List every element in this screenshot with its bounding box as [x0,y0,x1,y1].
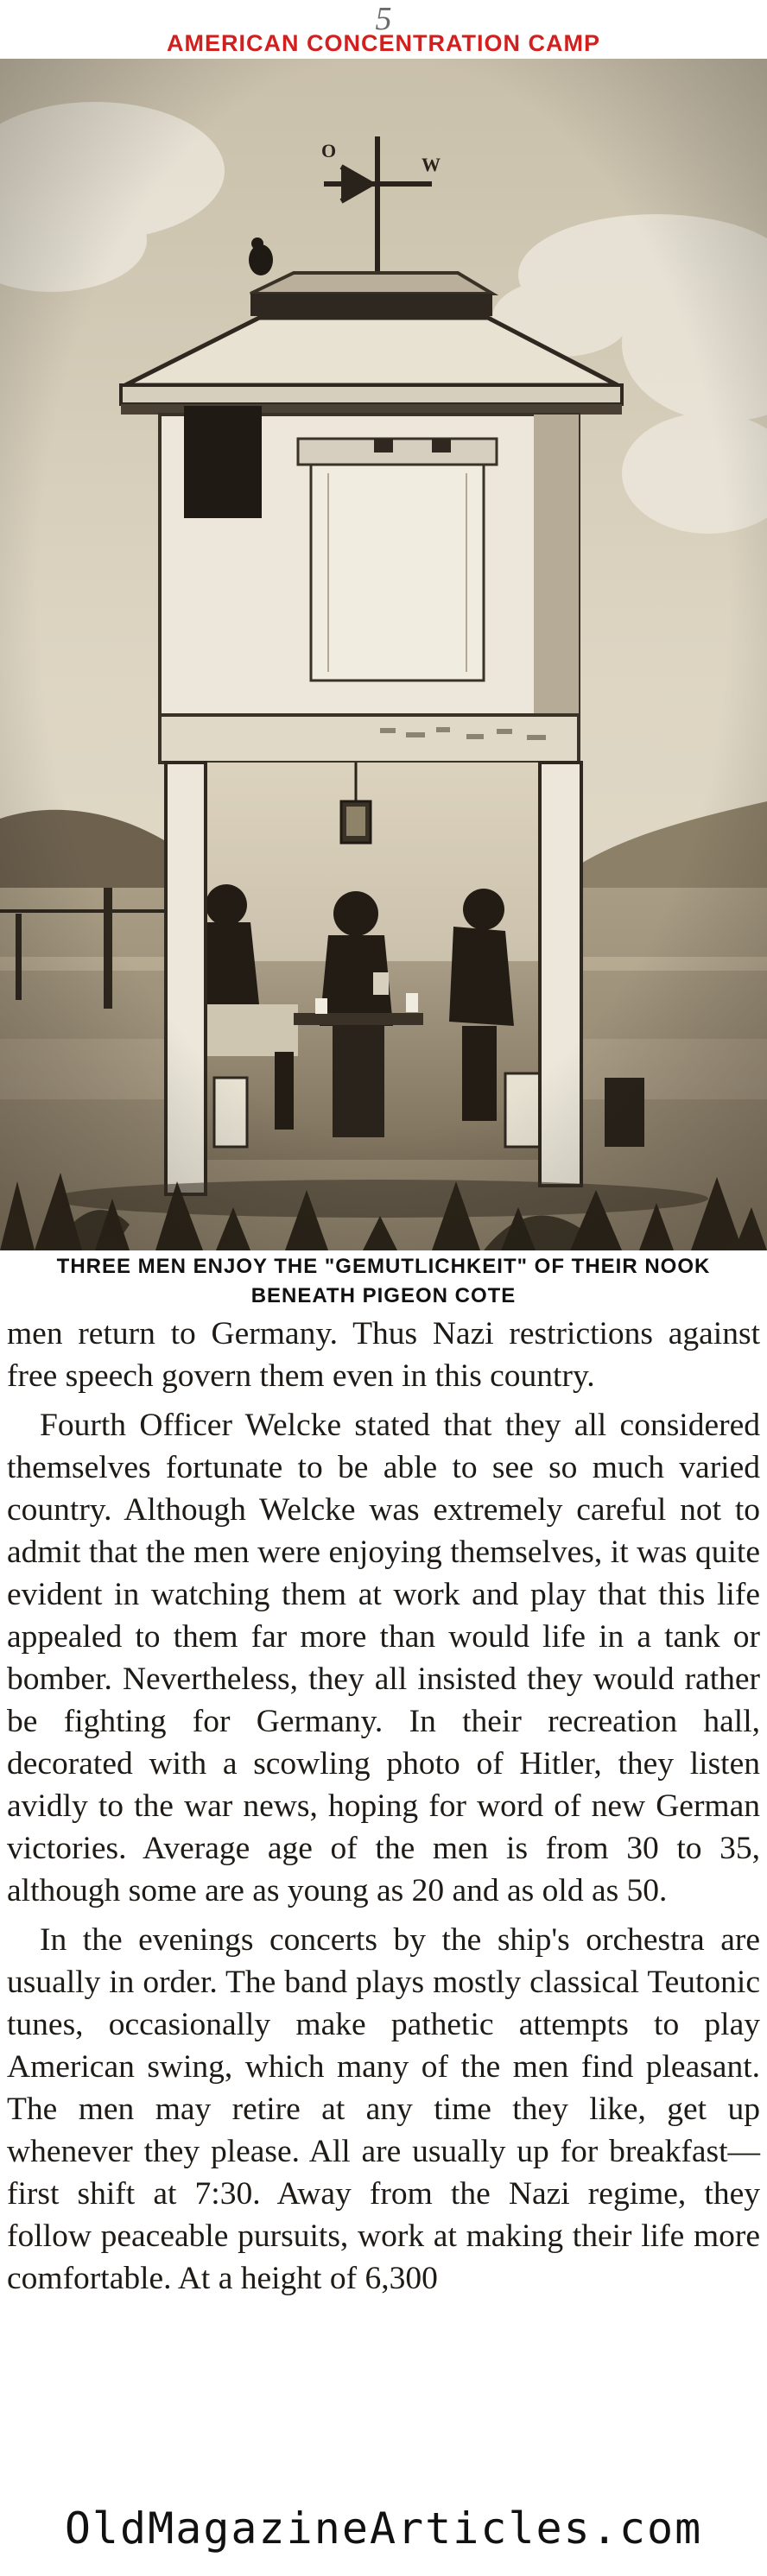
page-number: 5 [375,1,392,37]
photo-caption [0,1252,767,1311]
photo-pigeon-cote [0,59,767,1250]
paragraph-3: In the evenings concerts by the ship's orchestra are usually in order. The band plays mostly classical Teutonic tunes, occasionally make pathetic attempts to play American swing, which many of the men find pleasant. The men may retire at any time they like, get up whenever they please. All are usually up for breakfast—first shift at 7:30. Away from the Nazi regime, they follow peaceable pursuits, work at making their life more comfortable. At a height of 6,300 [7,1922,760,2296]
paragraph-1: men return to Germany. Thus Nazi restrictions against free speech govern them even in this country. [7,1316,760,1394]
paragraph-2: Fourth Officer Welcke stated that they all considered themselves fortunate to be able to see so much varied country. Although Welcke was extremely careful not to admit that the men were enjoying themselves, it was quite evident in watching them at work and play that this life appealed to them far more than would life in a tank or bomber. Nevertheless, they all insisted they would rather be fighting for Germany. In their recreation hall, decorated with a scowling photo of Hitler, they listen avidly to the war news, hoping for word of new German victories. Average age of the men is from 30 to 35, although some are as young as 20 and as old as 50. [7,1408,760,1908]
article-body [7,1313,760,2300]
running-head: AMERICAN CONCENTRATION CAMP [167,30,600,56]
caption-line-1: THREE MEN ENJOY THE "GEMUTLICHKEIT" OF THEIR NOOK [56,1255,711,1278]
caption-line-2: BENEATH PIGEON COTE [250,1284,517,1307]
site-watermark: OldMagazineArticles.com [0,2498,767,2559]
